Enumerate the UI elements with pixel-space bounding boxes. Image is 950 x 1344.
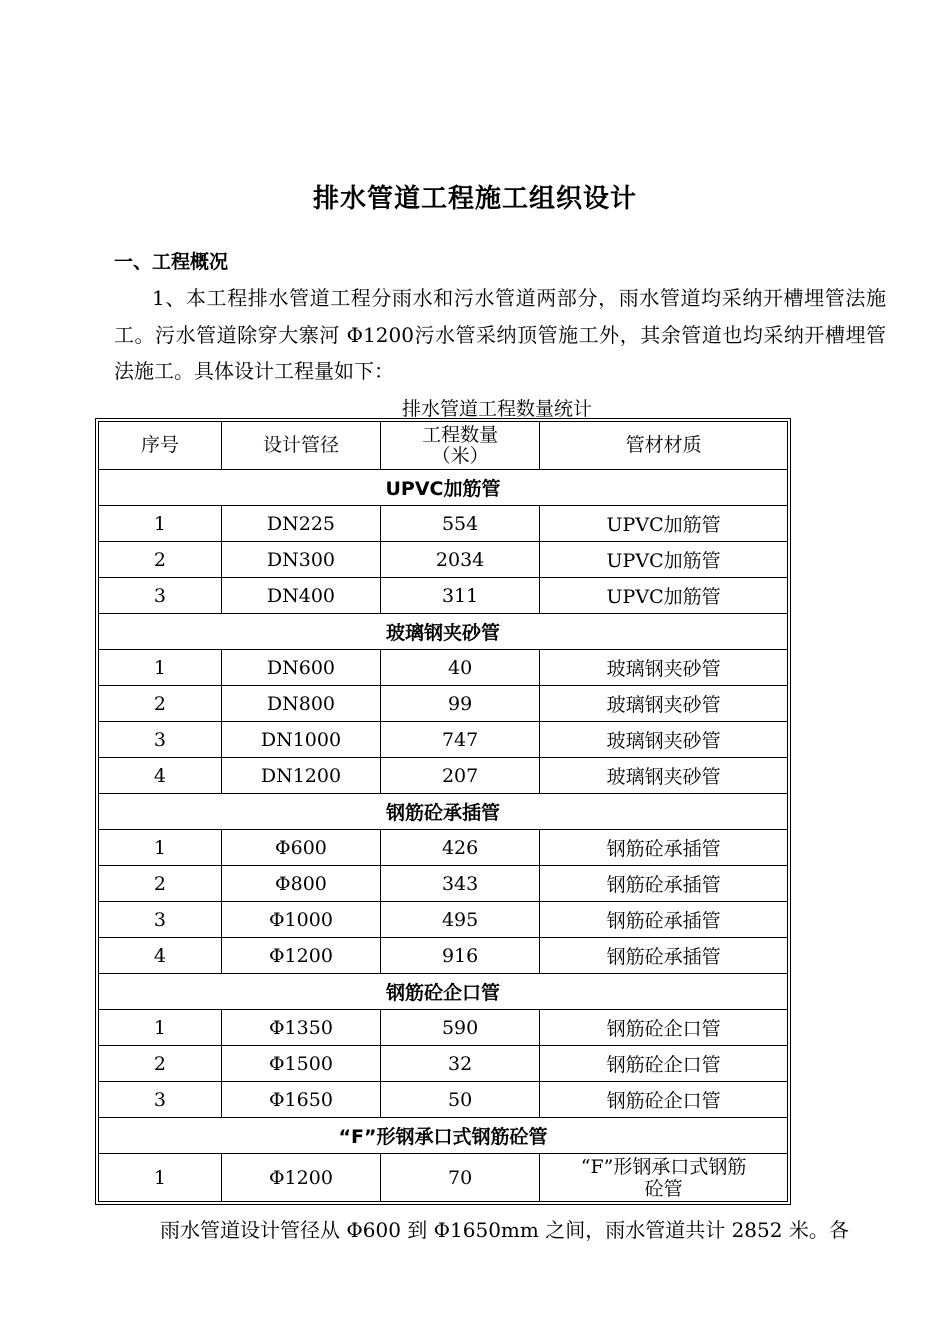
cell-diameter: Φ1650 xyxy=(221,1082,380,1118)
group-label: 玻璃钢夹砂管 xyxy=(99,614,788,650)
cell-seq: 3 xyxy=(99,902,222,938)
cell-diameter: DN225 xyxy=(221,506,380,542)
cell-diameter: Φ1200 xyxy=(221,938,380,974)
cell-material: 钢筋砼企口管 xyxy=(540,1082,788,1118)
header-quantity-line2: （米） xyxy=(431,444,489,467)
cell-material: 玻璃钢夹砂管 xyxy=(540,722,788,758)
tail-paragraph xyxy=(114,1212,886,1248)
cell-seq: 3 xyxy=(99,1082,222,1118)
table-row xyxy=(99,830,788,866)
cell-material: UPVC加筋管 xyxy=(540,506,788,542)
cell-seq: 2 xyxy=(99,866,222,902)
quantity-table xyxy=(98,421,788,1202)
group-label: 钢筋砼企口管 xyxy=(99,974,788,1010)
cell-diameter: Φ600 xyxy=(221,830,380,866)
cell-diameter: Φ1200 xyxy=(221,1154,380,1202)
tail-paragraph-text: 雨水管道设计管径从 Φ600 到 Φ1650mm 之间，雨水管道共计 2852 米。各 xyxy=(160,1218,849,1242)
cell-material: 钢筋砼承插管 xyxy=(540,830,788,866)
cell-quantity: 554 xyxy=(381,506,540,542)
cell-diameter: DN1000 xyxy=(221,722,380,758)
group-row-frp xyxy=(99,614,788,650)
table-row xyxy=(99,902,788,938)
cell-seq: 4 xyxy=(99,938,222,974)
table-header-row xyxy=(99,422,788,470)
cell-quantity: 32 xyxy=(381,1046,540,1082)
cell-diameter: Φ1000 xyxy=(221,902,380,938)
header-quantity-line1: 工程数量 xyxy=(422,423,499,446)
table-row xyxy=(99,866,788,902)
cell-seq: 1 xyxy=(99,1154,222,1202)
cell-material: 钢筋砼企口管 xyxy=(540,1010,788,1046)
header-seq: 序号 xyxy=(99,422,222,470)
cell-material: UPVC加筋管 xyxy=(540,542,788,578)
table-row xyxy=(99,578,788,614)
cell-quantity: 590 xyxy=(381,1010,540,1046)
quantity-table-frame xyxy=(95,418,791,1205)
cell-material: UPVC加筋管 xyxy=(540,578,788,614)
table-row xyxy=(99,1046,788,1082)
table-caption: 排水管道工程数量统计 xyxy=(401,398,592,420)
intro-paragraph-text: 1、本工程排水管道工程分雨水和污水管道两部分，雨水管道均采纳开槽埋管法施工。污水管道除穿大寨河 Φ1200污水管采纳顶管施工外，其余管道也均采纳开槽埋管法施工。具体设计工程量如下： xyxy=(114,286,886,383)
table-row xyxy=(99,1154,788,1202)
group-row-rc-socket xyxy=(99,794,788,830)
cell-seq: 1 xyxy=(99,830,222,866)
cell-seq: 2 xyxy=(99,1046,222,1082)
section-heading: 一、工程概况 xyxy=(114,251,229,273)
header-quantity xyxy=(381,422,540,470)
cell-diameter: Φ800 xyxy=(221,866,380,902)
cell-diameter: DN300 xyxy=(221,542,380,578)
table-row xyxy=(99,938,788,974)
cell-quantity: 747 xyxy=(381,722,540,758)
cell-quantity: 99 xyxy=(381,686,540,722)
cell-material-line2: 砼管 xyxy=(644,1177,683,1200)
cell-material: 钢筋砼承插管 xyxy=(540,902,788,938)
cell-quantity: 343 xyxy=(381,866,540,902)
cell-seq: 1 xyxy=(99,1010,222,1046)
cell-diameter: DN600 xyxy=(221,650,380,686)
intro-paragraph xyxy=(114,280,886,390)
cell-diameter: DN1200 xyxy=(221,758,380,794)
table-row xyxy=(99,650,788,686)
cell-quantity: 311 xyxy=(381,578,540,614)
document-title: 排水管道工程施工组织设计 xyxy=(312,184,637,214)
table-row xyxy=(99,542,788,578)
cell-seq: 1 xyxy=(99,650,222,686)
cell-seq: 2 xyxy=(99,542,222,578)
cell-material-line1: “F”形钢承口式钢筋 xyxy=(580,1155,747,1178)
header-material: 管材材质 xyxy=(540,422,788,470)
header-diameter: 设计管径 xyxy=(221,422,380,470)
cell-material: 钢筋砼承插管 xyxy=(540,866,788,902)
cell-seq: 2 xyxy=(99,686,222,722)
cell-quantity: 40 xyxy=(381,650,540,686)
cell-quantity: 50 xyxy=(381,1082,540,1118)
cell-diameter: DN400 xyxy=(221,578,380,614)
cell-material: 玻璃钢夹砂管 xyxy=(540,650,788,686)
cell-material: 玻璃钢夹砂管 xyxy=(540,686,788,722)
cell-quantity: 2034 xyxy=(381,542,540,578)
group-row-upvc xyxy=(99,470,788,506)
cell-quantity: 495 xyxy=(381,902,540,938)
cell-quantity: 426 xyxy=(381,830,540,866)
cell-quantity: 916 xyxy=(381,938,540,974)
group-label: 钢筋砼承插管 xyxy=(99,794,788,830)
cell-quantity: 70 xyxy=(381,1154,540,1202)
group-row-f-type xyxy=(99,1118,788,1154)
cell-seq: 4 xyxy=(99,758,222,794)
cell-seq: 3 xyxy=(99,578,222,614)
table-row xyxy=(99,506,788,542)
table-row xyxy=(99,1082,788,1118)
cell-material xyxy=(540,1154,788,1202)
table-row xyxy=(99,1010,788,1046)
cell-diameter: DN800 xyxy=(221,686,380,722)
cell-quantity: 207 xyxy=(381,758,540,794)
cell-seq: 1 xyxy=(99,506,222,542)
cell-diameter: Φ1350 xyxy=(221,1010,380,1046)
group-row-rc-tongue xyxy=(99,974,788,1010)
group-label: UPVC加筋管 xyxy=(99,470,788,506)
table-row xyxy=(99,758,788,794)
cell-material: 玻璃钢夹砂管 xyxy=(540,758,788,794)
table-row xyxy=(99,686,788,722)
cell-seq: 3 xyxy=(99,722,222,758)
cell-material: 钢筋砼承插管 xyxy=(540,938,788,974)
cell-diameter: Φ1500 xyxy=(221,1046,380,1082)
table-row xyxy=(99,722,788,758)
cell-material: 钢筋砼企口管 xyxy=(540,1046,788,1082)
group-label: “F”形钢承口式钢筋砼管 xyxy=(99,1118,788,1154)
